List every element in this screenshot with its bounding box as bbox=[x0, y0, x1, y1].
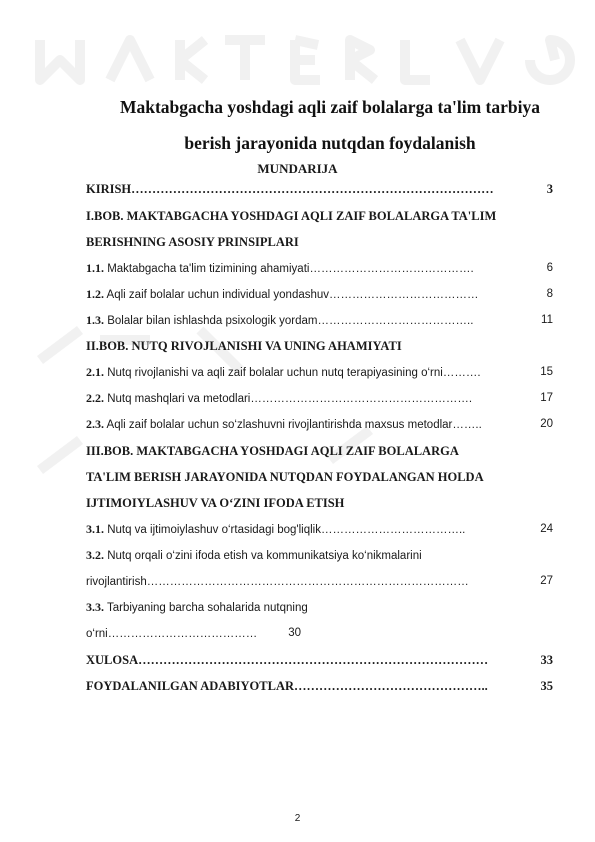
toc-entry bbox=[86, 574, 553, 589]
toc-entry-leader: ……………………………………….. bbox=[294, 679, 488, 693]
toc-entry-page: 15 bbox=[540, 366, 553, 378]
toc-entry-title bbox=[86, 653, 541, 667]
toc-entry-title bbox=[86, 522, 540, 537]
toc-entry-text: Tarbiyaning barcha sohalarida nutqning bbox=[104, 602, 308, 614]
toc-entry bbox=[86, 626, 301, 641]
toc-entry bbox=[86, 548, 553, 563]
toc-entry bbox=[86, 444, 553, 458]
toc-entry-text: KIRISH bbox=[86, 182, 132, 196]
toc-entry-number: 2.2. bbox=[86, 391, 104, 405]
toc-entry-title bbox=[86, 235, 553, 249]
toc-entry-page: 20 bbox=[540, 418, 553, 430]
toc-entry-title bbox=[86, 496, 553, 510]
toc-entry-text: TA'LIM BERISH JARAYONIDA NUTQDAN FOYDALANGAN HOLDA bbox=[86, 470, 484, 484]
toc-entry-number: 1.2. bbox=[86, 287, 104, 301]
document-title-line-1: Maktabgacha yoshdagi aqli zaif bolalarga ta'lim tarbiya bbox=[119, 97, 541, 117]
toc-entry-text: o‘rni bbox=[86, 628, 108, 640]
toc-entry-text: Aqli zaif bolalar uchun so‘zlashuvni rivojlantirishda maxsus metodlar bbox=[104, 419, 453, 431]
toc-entry-title bbox=[86, 209, 553, 223]
toc-entry-text: FOYDALANILGAN ADABIYOTLAR bbox=[86, 679, 295, 693]
toc-entry-number: 3.3. bbox=[86, 600, 104, 614]
toc-entry bbox=[86, 391, 553, 406]
toc-entry-number: 1.3. bbox=[86, 313, 104, 327]
toc-entry bbox=[86, 287, 553, 302]
toc-entry bbox=[86, 600, 553, 615]
toc-entry-leader: ………………………………………………………………………… bbox=[138, 653, 489, 667]
toc-entry-text: III.BOB. MAKTABGACHA YOSHDAGI AQLI ZAIF BOLALARGA bbox=[86, 444, 459, 458]
toc-entry-page: 6 bbox=[546, 262, 553, 274]
toc-entry-leader: ………. bbox=[442, 367, 481, 379]
toc-entry-leader: …………………………………………………………………………… bbox=[131, 182, 494, 196]
toc-entry-leader: …….. bbox=[452, 419, 482, 431]
toc-entry-text: Nutq va ijtimoiylashuv o‘rtasidagi bog'liqlik bbox=[104, 524, 321, 536]
toc-entry-text: Nutq rivojlanishi va aqli zaif bolalar uchun nutq terapiyasining o‘rni bbox=[104, 367, 443, 379]
toc-entry bbox=[86, 365, 553, 380]
toc-entry-number: 1.1. bbox=[86, 261, 104, 275]
toc-entry-page: 30 bbox=[288, 627, 301, 639]
toc-entry-text: Bolalar bilan ishlashda psixologik yordam bbox=[104, 315, 318, 327]
toc-entry-page: 8 bbox=[546, 288, 553, 300]
toc-entry-page: 35 bbox=[540, 679, 553, 693]
toc-entry-leader: ……………………………….. bbox=[320, 524, 466, 536]
toc-entry-text: Nutq orqali o‘zini ifoda etish va kommunikatsiya ko‘nikmalarini bbox=[104, 550, 422, 562]
contents-heading: MUNDARIJA bbox=[257, 161, 338, 176]
toc-entry bbox=[86, 496, 553, 510]
toc-entry bbox=[86, 339, 553, 353]
toc-entry-page: 27 bbox=[540, 575, 553, 587]
toc-entry-number: 3.2. bbox=[86, 548, 104, 562]
toc-entry-text: rivojlantirish bbox=[86, 576, 147, 588]
page-number: 2 bbox=[294, 813, 301, 824]
toc-entry bbox=[86, 679, 553, 693]
toc-entry-page: 3 bbox=[546, 182, 553, 196]
toc-entry-number: 2.3. bbox=[86, 417, 104, 431]
toc-entry bbox=[86, 209, 553, 223]
toc-entry-title bbox=[86, 391, 540, 406]
toc-entry-title bbox=[86, 679, 541, 693]
toc-entry-number: 3.1. bbox=[86, 522, 104, 536]
toc-entry-title bbox=[86, 365, 540, 380]
toc-entry-leader: ……………………………………. bbox=[309, 263, 474, 275]
toc-entry-leader: …………………………………………………. bbox=[250, 393, 473, 405]
toc-entry bbox=[86, 313, 553, 328]
toc-entry bbox=[86, 417, 553, 432]
toc-entry-page: 11 bbox=[541, 314, 553, 326]
toc-entry-leader: ………………………………….. bbox=[317, 315, 474, 327]
toc-entry-text: II.BOB. NUTQ RIVOJLANISHI VA UNING AHAMIYATI bbox=[86, 339, 402, 353]
toc-entry-page: 17 bbox=[540, 392, 553, 404]
toc-entry-title bbox=[86, 444, 553, 458]
toc-entry-text: XULOSA bbox=[86, 653, 139, 667]
toc-entry-text: Nutq mashqlari va metodlari bbox=[104, 393, 251, 405]
toc-entry-title bbox=[86, 626, 288, 641]
toc-entry-title bbox=[86, 313, 541, 328]
toc-entry-number: 2.1. bbox=[86, 365, 104, 379]
document-title-line-2: berish jarayonida nutqdan foydalanish bbox=[184, 133, 476, 153]
toc-entry-title bbox=[86, 339, 553, 353]
toc-entry-title bbox=[86, 182, 547, 196]
toc-entry-title bbox=[86, 261, 547, 276]
toc-entry-page: 24 bbox=[540, 523, 553, 535]
toc-entry bbox=[86, 470, 553, 484]
toc-entry-text: Maktabgacha ta'lim tizimining ahamiyati bbox=[104, 263, 310, 275]
toc-entry bbox=[86, 653, 553, 667]
toc-entry-text: I.BOB. MAKTABGACHA YOSHDAGI AQLI ZAIF BOLALARGA TA'LIM bbox=[86, 209, 497, 223]
toc-entry-title bbox=[86, 600, 553, 615]
toc-entry-title bbox=[86, 574, 540, 589]
toc-entry-title bbox=[86, 417, 540, 432]
toc-entry-text: Aqli zaif bolalar uchun individual yondashuv bbox=[104, 289, 330, 301]
toc-entry-leader: ………………………………… bbox=[329, 289, 479, 301]
toc-entry bbox=[86, 182, 553, 196]
toc-entry-title bbox=[86, 470, 553, 484]
toc-entry bbox=[86, 261, 553, 276]
toc-entry-page: 33 bbox=[540, 653, 553, 667]
toc-entry-text: BERISHNING ASOSIY PRINSIPLARI bbox=[86, 235, 299, 249]
toc-entry bbox=[86, 522, 553, 537]
toc-entry-text: IJTIMOIYLASHUV VA O‘ZINI IFODA ETISH bbox=[86, 496, 345, 510]
toc-entry-title bbox=[86, 548, 553, 563]
toc-entry bbox=[86, 235, 553, 249]
toc-entry-leader: ………………………………………………………………………… bbox=[146, 576, 469, 588]
toc-entry-leader: ………………………………… bbox=[107, 628, 258, 640]
toc-entry-title bbox=[86, 287, 547, 302]
